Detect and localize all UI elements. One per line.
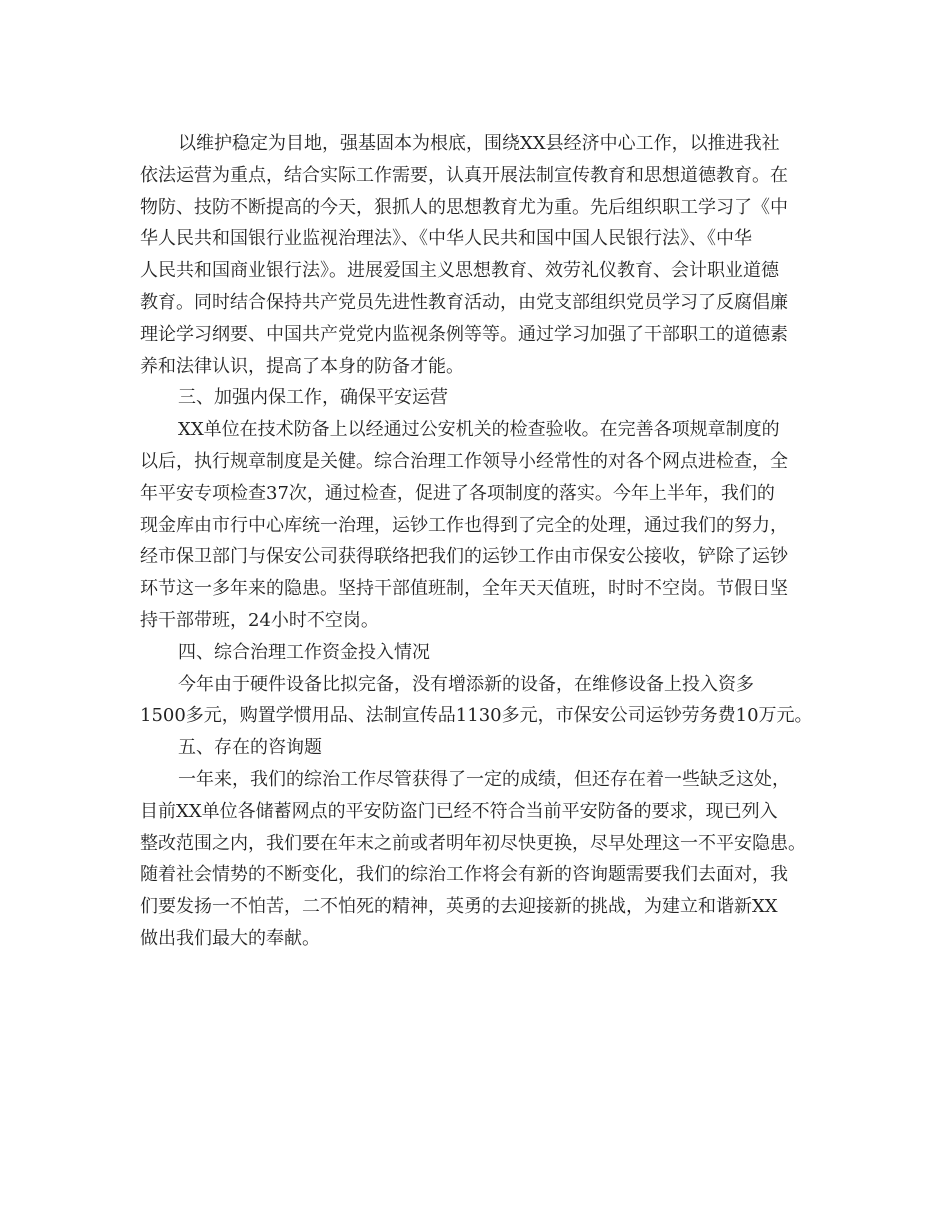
text-line: 依法运营为重点，结合实际工作需要，认真开展法制宣传教育和思想道德教育。在	[140, 164, 788, 186]
text-line: 整改范围之内，我们要在年末之前或者明年初尽快更换，尽早处理这一不平安隐患。	[140, 832, 806, 854]
text-line: 们要发扬一不怕苦，二不怕死的精神，英勇的去迎接新的挑战，为建立和谐新XX	[140, 896, 778, 918]
body-text	[140, 128, 840, 955]
text-line: 1500多元，购置学惯用品、法制宣传品1130多元，市保安公司运钞劳务费10万元。	[140, 705, 813, 727]
text-line: 以维护稳定为目地，强基固本为根底，围绕XX县经济中心工作，以推进我社	[178, 133, 780, 154]
text-line: 今年由于硬件设备比拟完备，没有增添新的设备，在维修设备上投入资多	[178, 673, 754, 695]
text-line: 年平安专项检查37次，通过检查，促进了各项制度的落实。今年上半年，我们的	[140, 482, 775, 504]
text-line: 物防、技防不断提高的今天，狠抓人的思想教育尤为重。先后组织职工学习了《中	[140, 196, 788, 218]
text-line: 华人民共和国银行业监视治理法》、《中华人民共和国中国人民银行法》、《中华	[140, 228, 752, 250]
text-line: 持干部带班，24小时不空岗。	[140, 609, 379, 631]
text-line: 一年来，我们的综治工作尽管获得了一定的成绩，但还存在着一些缺乏这处，	[178, 768, 790, 790]
text-line: 做出我们最大的奉献。	[140, 927, 320, 949]
section-heading: 四、综合治理工作资金投入情况	[178, 641, 430, 663]
text-line: 教育。同时结合保持共产党员先进性教育活动，由党支部组织党员学习了反腐倡廉	[140, 291, 788, 313]
text-line: 以后，执行规章制度是关健。综合治理工作领导小经常性的对各个网点进检查，全	[140, 450, 788, 472]
text-line: 经市保卫部门与保安公司获得联络把我们的运钞工作由市保安公接收，铲除了运钞	[140, 546, 788, 568]
text-line: 随着社会情势的不断变化，我们的综治工作将会有新的咨询题需要我们去面对，我	[140, 864, 788, 886]
text-line: 养和法律认识，提高了本身的防备才能。	[140, 355, 464, 377]
text-line: 理论学习纲要、中国共产党党内监视条例等等。通过学习加强了干部职工的道德素	[140, 323, 788, 345]
text-line: 现金库由市行中心库统一治理，运钞工作也得到了完全的处理，通过我们的努力，	[140, 514, 788, 536]
section-heading: 五、存在的咨询题	[178, 737, 322, 759]
text-line: 目前XX单位各储蓄网点的平安防盗门已经不符合当前平安防备的要求，现已列入	[140, 800, 778, 822]
text-line: 人民共和国商业银行法》。进展爱国主义思想教育、效劳礼仪教育、会计职业道德	[140, 260, 779, 282]
text-line: 环节这一多年来的隐患。坚持干部值班制，全年天天值班，时时不空岗。节假日坚	[140, 578, 788, 600]
section-heading: 三、加强内保工作，确保平安运营	[178, 387, 448, 409]
text-line: XX单位在技术防备上以经通过公安机关的检查验收。在完善各项规章制度的	[178, 419, 780, 441]
